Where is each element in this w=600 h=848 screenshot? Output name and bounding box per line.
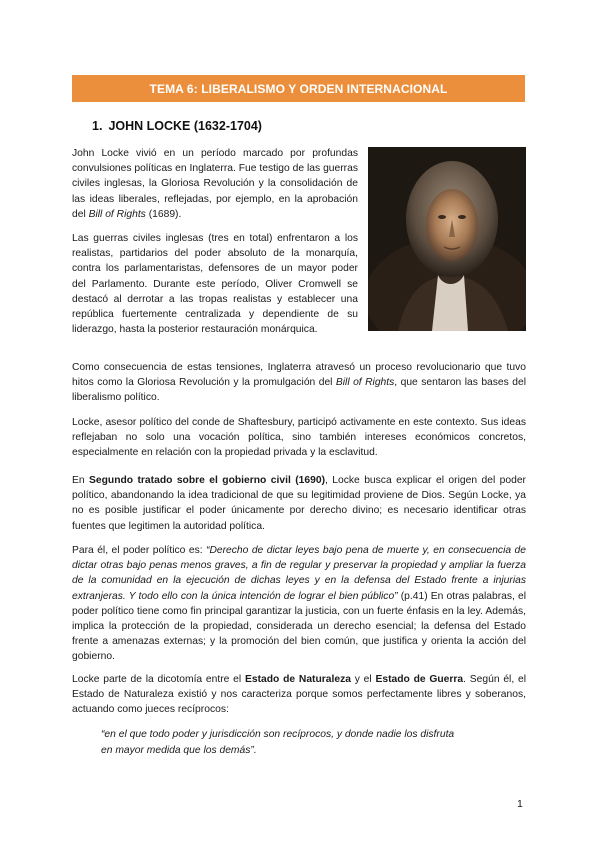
inline-quote: “Derecho de dictar leyes bajo pena de muerte y, en consecuencia de dictar otras bajo penas menos graves, a fin de regular y preservar la propiedad y ampliar la fuerza de la comunidad en la ejecución de dichas leyes y en la defensa del Estado frente a injurias extranjeras. Y todo ello con la única intención de lograr el bien público”: [72, 545, 526, 602]
italic-term: Bill of Rights: [335, 377, 395, 389]
paragraph-political-power: Para él, el poder político es: “Derecho de dictar leyes bajo pena de muerte y, en consecuencia de dictar otras bajo penas menos graves, a fin de regular y preservar la propiedad y ampliar la fuerza de la comunidad en la ejecución de dichas leyes y en la defensa del Estado frente a injurias extranjeras. Y todo ello con la única intención de lograr el bien público” (p.41) En otras palabras, el poder político tiene como fin principal garantizar la justicia, con un fuerte énfasis en la ley. Además, implica la protección de la propiedad, considerada un derecho esencial; la defensa del Estado frente a amenazas externas; y la promoción del bien común, que justifica y orienta la acción del gobierno.: [72, 545, 527, 663]
bold-title: Segundo tratado sobre el gobierno civil (1690): [89, 475, 325, 486]
paragraph-revolution: Como consecuencia de estas tensiones, Inglaterra atravesó un proceso revolucionario que tuvo hitos como la Gloriosa Revolución y la promulgación del Bill of Rights, que sentaron las bases del liberalismo político.: [72, 362, 526, 404]
chapter-banner: [72, 75, 525, 102]
paragraph-shaftesbury: Locke, asesor político del conde de Shaftesbury, participó activamente en este contexto. Sus ideas reflejaban no solo una vocación política, sino también intereses económicos concretos, especialmente en relación con la propiedad privada y la esclavitud.: [72, 417, 526, 459]
bold-term: Estado de Guerra: [375, 674, 464, 685]
portrait-image: [368, 147, 526, 331]
paragraph-context: John Locke vivió en un período marcado por profundas convulsiones políticas en Inglaterra. Fue testigo de las guerras civiles inglesas, la Gloriosa Revolución y la consolidación de las ideas liberales, reflejadas, por ejemplo, en la aprobación del Bill of Rights (1689).: [72, 148, 358, 220]
quote-line: en mayor medida que los demás”.: [101, 744, 257, 756]
section-heading: [92, 119, 262, 133]
portrait-illustration: [368, 147, 526, 331]
chapter-title: TEMA 6: LIBERALISMO Y ORDEN INTERNACIONAL: [149, 81, 448, 96]
paragraph-second-treatise: En Segundo tratado sobre el gobierno civil (1690), Locke busca explicar el origen del poder político, abandonando la idea tradicional de que su legitimidad proviene de Dios. Según Locke, ya no es posible justificar el poder únicamente por derecho divino; es necesario identificar otras fuentes que legitimen la autoridad política.: [72, 475, 526, 532]
section-title: JOHN LOCKE (1632-1704): [108, 119, 262, 133]
page-number: 1: [517, 798, 523, 810]
block-quote: [101, 727, 501, 758]
quote-line: “en el que todo poder y jurisdicción son recíprocos, y donde nadie los disfruta: [101, 729, 455, 740]
paragraph-state-of-nature: Locke parte de la dicotomía entre el Estado de Naturaleza y el Estado de Guerra. Según él, el Estado de Naturaleza existió y nos caracteriza porque somos perfectamente libres y soberanos, actuando como jueces recíprocos:: [72, 674, 526, 716]
italic-term: Bill of Rights: [88, 208, 146, 220]
section-number: 1.: [92, 119, 103, 133]
bold-term: Estado de Naturaleza: [244, 674, 351, 685]
paragraph-civil-wars: Las guerras civiles inglesas (tres en total) enfrentaron a los realistas, partidarios del poder absoluto de la monarquía, contra los parlamentaristas, defensores de un mayor poder del Parlamento. Durante este período, Oliver Cromwell se destacó al derrotar a las tropas realistas y establecer una república fuertemente centralizada y dependiente de su liderazgo, hasta la posterior restauración monárquica.: [72, 233, 358, 336]
